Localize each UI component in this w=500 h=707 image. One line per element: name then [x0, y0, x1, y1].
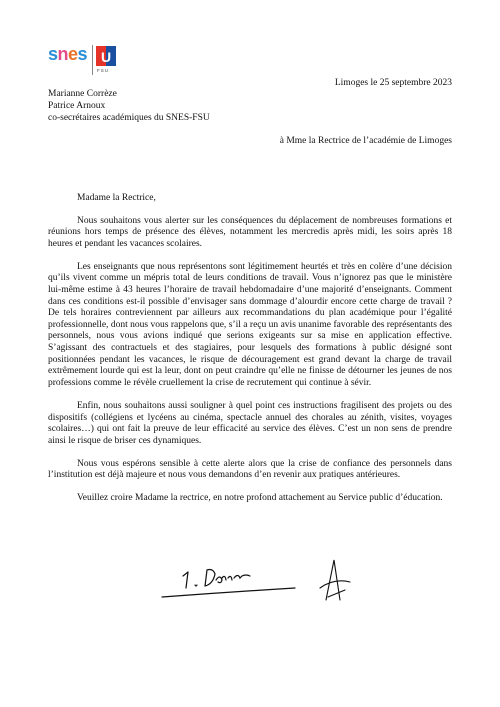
paragraph: Nous souhaitons vous alerter sur les conséquences du déplacement de nombreuses formations et réunions hors temps de présence des élèves, notamment les mercredis après midi, les soirs après 18 heures et pendant les vacances scolaires. — [48, 215, 452, 249]
handwritten-signature-icon — [320, 560, 350, 600]
letter-body — [48, 193, 452, 517]
salutation: Madame la Rectrice, — [77, 193, 156, 203]
snes-letter: s — [48, 44, 58, 64]
snes-wordmark — [48, 44, 87, 64]
fsu-label: FSU — [97, 68, 109, 73]
signature-area — [150, 552, 360, 604]
recipient-line: à Mme la Rectrice de l’académie de Limoges — [279, 136, 452, 146]
logo-divider — [92, 45, 93, 75]
fsu-letter: U — [100, 49, 112, 65]
sender-line: co-secrétaires académiques du SNES-FSU — [48, 113, 210, 123]
snes-letter: e — [68, 44, 78, 64]
sender-line: Marianne Corrèze — [48, 89, 117, 99]
paragraph: Les enseignants que nous représentons sont légitimement heurtés et très en colère d’une décision qu’ils vivent comme un mépris total de leurs conditions de travail. Vous n’ignorez pas que le ministère lui-même estime à 43 heures l’horaire de travail hebdomadaire d’une majorité d’enseignants. Comment dans ces conditions est-il possible d’envisager sans dommage d’alourdir encore cette charge de travail ? De tels horaires contreviennent par ailleurs aux recommandations du plan académique pour l’égalité professionnelle, dont nous vous rappelons que, s’il a reçu un avis unanime favorable des représentants des personnels, nous vous avions indiqué que serions exigeants sur sa mise en application effective. S’agissant des contractuels et des stagiaires, pour lesquels des formations à public désigné sont positionnées pendant les vacances, le risque de découragement est grand devant la charge de travail extrêmement lourde qui est la leur, dont on peut craindre qu’elle ne finisse de détourner les jeunes de nos professions comme le révèle cruellement la crise de recrutement qui continue à sévir. — [48, 261, 452, 388]
signatures-drawing — [150, 552, 360, 604]
snes-letter: n — [57, 44, 69, 64]
paragraph: Veuillez croire Madame la rectrice, en notre profond attachement au Service public d’éducation. — [77, 493, 443, 504]
signature-correze-icon — [162, 570, 295, 598]
snes-fsu-logo — [46, 43, 126, 79]
snes-letter: s — [77, 44, 88, 64]
fsu-emblem-icon — [95, 45, 117, 67]
letter-date: Limoges le 25 septembre 2023 — [334, 78, 452, 88]
paragraph: Nous vous espérons sensible à cette alerte alors que la crise de confiance des personnels dans l’institution est déjà majeure et nous vous demandons d’en revenir aux pratiques antérieures. — [48, 458, 452, 481]
sender-block — [48, 88, 210, 124]
sender-line: Patrice Arnoux — [48, 101, 106, 111]
paragraph: Enfin, nous souhaitons aussi souligner à quel point ces instructions fragilisent des projets ou des dispositifs (collégiens et lycéens au cinéma, spectacle annuel des chorales au zénith, visites, voyages scolaires…) qui ont fait la preuve de leur efficacité au service des élèves. C’est un non sens de prendre ainsi le risque de briser ces dynamiques. — [48, 400, 452, 446]
